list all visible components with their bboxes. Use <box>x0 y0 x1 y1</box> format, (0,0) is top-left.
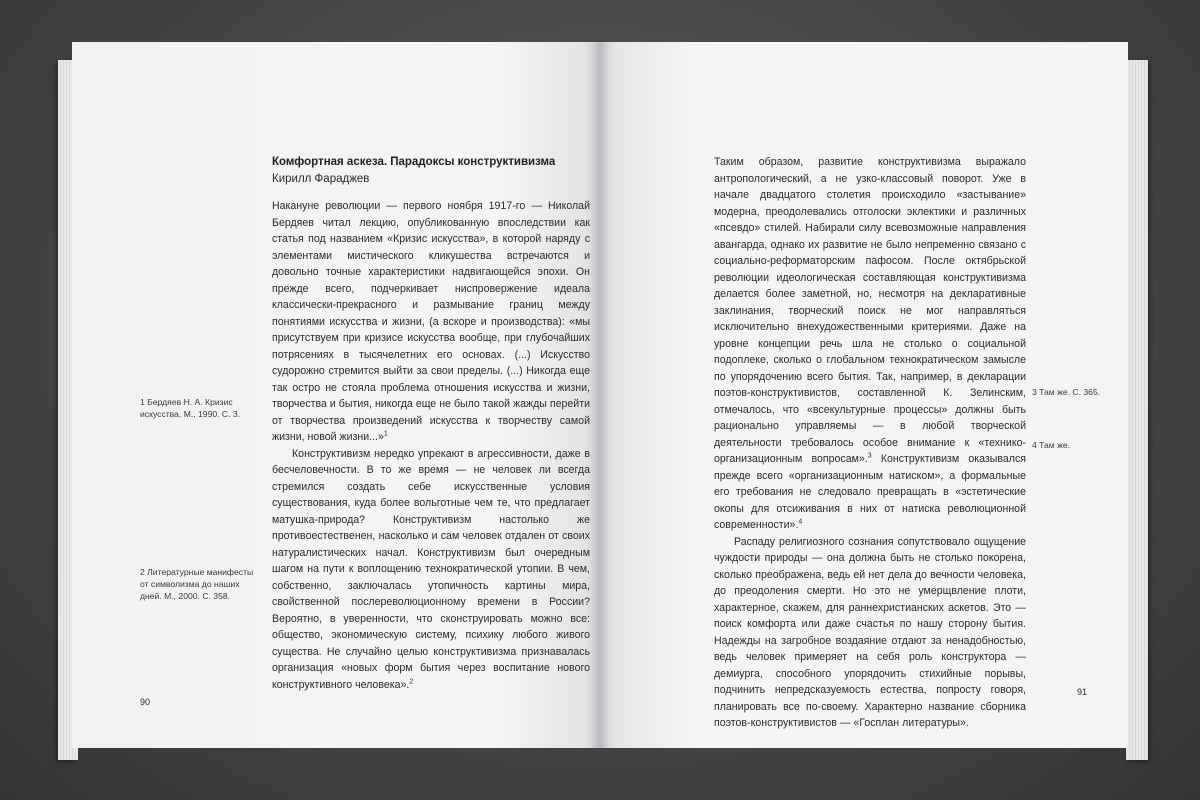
right-page <box>600 42 1128 748</box>
book-gutter <box>590 42 610 748</box>
footnote-ref: 1 <box>383 430 388 438</box>
footnote-ref: 4 <box>798 518 803 526</box>
article-title: Комфортная аскеза. Парадоксы конструктивизма <box>272 156 556 168</box>
page-number: 91 <box>1077 687 1088 697</box>
article-author: Кирилл Фараджев <box>272 173 370 185</box>
footnote-ref: 2 <box>409 677 414 685</box>
paragraph: Таким образом, развитие конструктивизма выражало антропологический, а не узко-классовый поворот. Уже в начале двадцатого столетия происходило «застывание» модерна, преодолевались отголоски эклектики и различных «псевдо» стилей. Набирали силу всевозможные направления авангарда, однако их развитие не было непременно связано с социально-реформаторским пафосом. После октябрьской революции идеологическая составляющая конструктивизма делается более заметной, но, несмотря на декларативные заклинания, творческий поиск не мог направляться исключительно внехудожественными критериями. Даже на уровне концепции речь шла не столько о социальной подоплеке, сколько о глобальном технократическом замысле по упорядочению всего бытия. Так, например, в декларации поэтов-конструктивистов, составленной К. Зелинским, отмечалось, что «всекультурные процессы» должны быть рационально управляемы — в любой творческой деятельности требовалось особое внимание к «технико-организационным вопросам».$^3$ Конструктивизм оказывался прежде всего «организационным натиском», а формальные его требования не следовало превращать в «эстетические окопы для отсиживания в них от натиска революционной современности».$^4$ <box>714 156 1026 531</box>
left-body-text <box>272 198 590 693</box>
footnote: 4 Там же. <box>1032 440 1071 450</box>
footnote: 1 Бердяев Н. А. Кризис искусства. М., 1990. С. 3. <box>140 397 241 419</box>
right-page-stack <box>1126 60 1148 760</box>
right-body-text <box>714 154 1026 732</box>
page-number: 90 <box>140 697 151 707</box>
paragraph: Распаду религиозного сознания сопутствовало ощущение чуждости природы — она должна быть не столько покорена, сколько преображена, ведь ей нет дела до вечности человека, до преодоления смерти. Но это не умерщвление плоти, характерное, скажем, для раннехристианских аскетов. Это — поиск комфорта или даже счастья по нашу сторону бытия. Надежды на загробное воздаяние отдают за ненадобностью, ведь человек примеряет на себя роль конструктора — демиурга, способного упорядочить стихийные порывы, подчинить непредсказуемость естества, попросту говоря, планировать все по-своему. Характерно название сборника поэтов-конструктивистов — «Госплан литературы». <box>714 535 1026 729</box>
footnote-ref: 3 <box>867 452 872 460</box>
open-book <box>58 42 1148 760</box>
footnote: 2 Литературные манифесты от символизма до наших дней. М., 2000. С. 358. <box>140 567 254 601</box>
left-page <box>72 42 600 748</box>
paragraph: Накануне революции — первого ноября 1917-го — Николай Бердяев читал лекцию, опубликованную впоследствии как статья под названием «Кризис искусства», в которой наряду с элементами мистического кликушества встречаются и довольно точные характеристики надвигающейся эпохи. Он прежде всего, подчеркивает ниспровержение идеала классически-прекрасного и размывание границ между понятиями искусства и жизни, (а вскоре и производства): «мы присутствуем при кризисе искусства вообще, при глубочайших потрясениях в тысячелетних его основах. (...) Искусство судорожно стремится выйти за свои пределы. (...) Никогда еще так остро не стояла проблема отношения искусства и жизни, творчества и бытия, никогда еще не было такой жажды перейти от творчества произведений искусства к творчеству самой жизни, новой жизни...»$^1$ <box>272 200 590 443</box>
footnote: 3 Там же. С. 365. <box>1032 387 1101 397</box>
paragraph: Конструктивизм нередко упрекают в агрессивности, даже в бесчеловечности. В то же время — не человек ли всегда стремился создать себе искусственные условия существования, куда более вольготные чем те, что предлагает матушка-природа? Конструктивизм настолько же противоестественен, насколько и сам человек отдален от своих натуралистических начал. Конструктивизм был очередным шагом на пути к воплощению технократической утопии. В чем, собственно, заключалась утопичность картины мира, свойственной послереволюционному времени в России? Вероятно, в уверенности, что сконструировать можно все: общество, экономическую систему, психику любого живого существа. Не случайно целью конструктивизма признавалась организация «новых форм бытия через воспитание нового конструктивного человека».$^2$ <box>272 447 590 691</box>
